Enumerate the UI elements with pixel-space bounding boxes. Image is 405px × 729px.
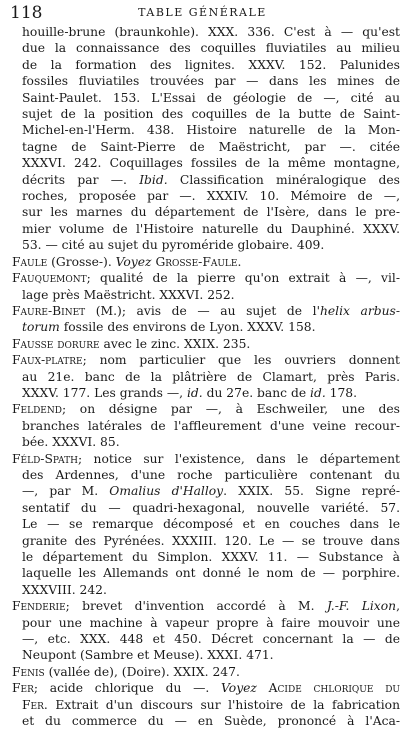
entry-headword: Fauquemont	[12, 271, 87, 286]
text-line	[12, 90, 400, 106]
text-segment: . Extrait d'un discours sur l'histoire de la fabrication	[43, 697, 400, 712]
text-segment: et du commerce du — en Suède, prononcé à l'Aca-	[22, 714, 400, 729]
text-segment: ; qualité de la pierre qu'on extrait à —, vil-	[86, 271, 400, 286]
entry-headword: Fer	[22, 697, 44, 712]
text-segment: du 27e. banc de	[202, 385, 311, 400]
text-segment: Voyez	[221, 681, 257, 696]
text-segment: 53. — cité au sujet du pyroméride globaire. 409.	[22, 238, 325, 253]
page-number: 118	[10, 3, 43, 23]
text-line	[12, 73, 400, 89]
entry-headword: Faule	[12, 254, 48, 269]
text-line	[12, 139, 400, 155]
text-line	[12, 664, 400, 680]
text-line	[12, 287, 400, 303]
text-line	[12, 631, 400, 647]
text-segment: mier volume de l'Histoire naturelle du Dauphiné. XXXV.	[22, 221, 400, 236]
index-text	[12, 24, 400, 729]
text-segment: J.-F. Lixon	[326, 599, 397, 614]
text-segment: XXXVI. 242. Coquillages fossiles de la même montagne,	[22, 156, 400, 171]
text-line	[12, 254, 400, 270]
text-line	[12, 565, 400, 581]
entry-headword: Grosse-Faule.	[155, 254, 242, 269]
entry-headword: Faux-platre	[12, 353, 83, 368]
text-segment: ; acide chlorique du —.	[33, 681, 222, 696]
text-line	[12, 237, 400, 253]
text-segment: (vallée de), (Doire). XXIX. 247.	[44, 664, 240, 679]
entry-headword: Fer	[12, 681, 34, 696]
text-line	[12, 500, 400, 516]
text-segment: ; on désigne par —, à Eschweiler, une des	[61, 402, 400, 417]
text-line	[12, 40, 400, 56]
text-segment: Le — se remarque décomposé et en couches dans le	[22, 517, 400, 532]
text-segment: helix arbus-	[319, 303, 400, 318]
text-line	[12, 385, 400, 401]
text-line	[12, 188, 400, 204]
text-segment: Voyez	[115, 254, 152, 269]
text-line	[12, 549, 400, 565]
text-segment: pour une machine à vapeur propre à faire mouvoir une	[22, 615, 400, 630]
text-segment: Ibid.	[139, 172, 168, 187]
text-segment: sentatif du — quadri-hexagonal, nouvelle variété. 57.	[22, 500, 400, 515]
text-segment: Classification minéralogique des	[167, 172, 400, 187]
text-segment: granite des Pyrénées. XXXIII. 120. Le — se trouve dans	[22, 533, 400, 548]
text-line	[12, 106, 400, 122]
text-line	[12, 401, 400, 417]
text-segment: roches, proposée par —. XXXIV. 10. Mémoire de —,	[22, 189, 400, 204]
entry-headword: Fausse dorure	[12, 336, 100, 351]
text-line	[12, 221, 400, 237]
entry-headword: Féld-Spath	[12, 451, 78, 466]
text-segment: —, etc. XXX. 448 et 450. Décret concernant la — de	[22, 632, 400, 647]
text-segment: fossiles fluviatiles trouvées par — dans les mines de	[22, 74, 400, 89]
text-line	[12, 336, 400, 352]
text-line	[12, 369, 400, 385]
text-line	[12, 303, 400, 319]
text-segment: Saint-Paulet. 153. L'Essai de géologie de —, cité au	[22, 90, 400, 105]
text-line	[12, 615, 400, 631]
entry-headword: Acide chlorique du	[268, 681, 400, 696]
text-segment: avec le zinc. XXIX. 235.	[99, 336, 251, 351]
text-line	[12, 697, 400, 713]
text-line	[12, 533, 400, 549]
text-line	[12, 680, 400, 696]
text-line	[12, 122, 400, 138]
entry-headword: Feldend	[12, 402, 62, 417]
text-segment: ; brevet d'invention accordé à M.	[65, 599, 327, 614]
text-line	[12, 24, 400, 40]
entry-headword: Fenderie	[12, 599, 66, 614]
text-segment: de la formation des lignites. XXXV. 152. Palunides	[22, 57, 400, 72]
text-segment: ,	[396, 599, 400, 614]
text-segment: id.	[186, 385, 203, 400]
text-segment: torum	[22, 320, 60, 335]
text-line	[12, 516, 400, 532]
text-segment: Neupont (Sambre et Meuse). XXXI. 471.	[22, 648, 274, 663]
text-segment: XXXVIII. 242.	[22, 582, 107, 597]
text-segment: branches latérales de l'affleurement d'une veine recour-	[22, 418, 400, 433]
text-segment: décrits par —.	[22, 172, 140, 187]
text-segment: XXXV. 177. Les grands —,	[22, 385, 187, 400]
text-segment: . XXIX. 55. Signe repré-	[223, 484, 400, 499]
entry-headword: Faure-Binet	[12, 303, 86, 318]
text-line	[12, 582, 400, 598]
text-segment: id.	[310, 385, 326, 400]
text-segment: bée. XXXVI. 85.	[22, 435, 120, 450]
text-segment: laquelle les Allemands ont donné le nom de — porphire.	[22, 566, 400, 581]
entry-headword: Fenis	[12, 664, 45, 679]
text-line	[12, 434, 400, 450]
text-line	[12, 483, 400, 499]
text-segment: lage près Maëstricht. XXXVI. 252.	[22, 287, 235, 302]
text-segment: ; nom particulier que les ouvriers donnent	[82, 353, 400, 368]
text-segment: —, par M.	[22, 484, 110, 499]
text-line	[12, 155, 400, 171]
text-line	[12, 713, 400, 729]
text-segment: (M.); avis de — au sujet de l'	[85, 303, 320, 318]
text-line	[12, 172, 400, 188]
text-line	[12, 451, 400, 467]
text-line	[12, 204, 400, 220]
text-segment: au 21e. banc de la plâtrière de Clamart, près Paris.	[22, 369, 400, 384]
text-segment: des Ardennes, d'une roche particulière contenant du	[22, 467, 400, 482]
text-segment: 178.	[325, 385, 358, 400]
text-line	[12, 270, 400, 286]
page-header	[0, 2, 405, 24]
text-line	[12, 319, 400, 335]
text-segment: due la connaissance des coquilles fluviatiles au milieu	[22, 41, 400, 56]
text-line	[12, 647, 400, 663]
text-segment: sujet de la position des coquilles de la butte de Saint-	[22, 107, 400, 122]
running-title: TABLE GÉNÉRALE	[138, 6, 267, 19]
text-segment: (Grosse-).	[47, 254, 116, 269]
text-segment	[257, 681, 269, 695]
text-segment: tagne de Saint-Pierre de Maëstricht, par —. citée	[22, 139, 400, 154]
text-line	[12, 418, 400, 434]
text-line	[12, 598, 400, 614]
text-segment: houille-brune (braunkohle). XXX. 336. C'est à — qu'est	[22, 25, 400, 39]
text-segment: Michel-en-l'Herm. 438. Histoire naturelle de la Mon-	[22, 123, 400, 138]
text-segment: fossile des environs de Lyon. XXXV. 158.	[59, 320, 316, 335]
text-segment: sur les marnes du département de l'Isère, dans le pre-	[22, 205, 400, 220]
text-line	[12, 57, 400, 73]
text-segment: Omalius d'Halloy	[109, 484, 224, 499]
text-line	[12, 352, 400, 368]
text-line	[12, 467, 400, 483]
text-segment: le département du Simplon. XXXV. 11. — Substance à	[22, 550, 400, 564]
text-segment: ; notice sur l'existence, dans le département	[77, 451, 400, 466]
